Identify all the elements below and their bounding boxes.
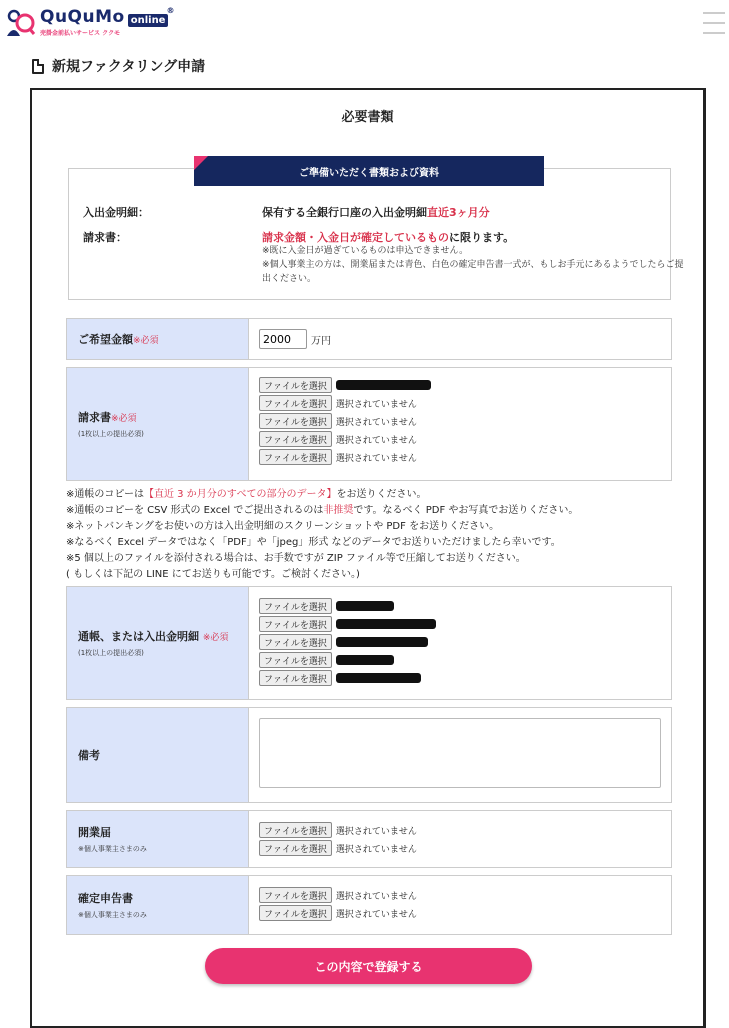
file-status: 選択されていません [335, 453, 417, 464]
redacted-filename [336, 655, 394, 665]
logo-subtitle: 売掛金前払いサービス ククモ [40, 30, 121, 37]
file-status: 選択されていません [335, 399, 417, 410]
page-title-text: 新規ファクタリング申請 [52, 59, 206, 75]
kakutei-note: ※個人事業主さまのみ [78, 911, 147, 919]
required-documents-panel [30, 88, 706, 1028]
kakutei-file-button-2[interactable]: ファイルを選択 [259, 905, 332, 921]
kaigyo-file-button-2[interactable]: ファイルを選択 [259, 840, 332, 856]
page-title [32, 56, 205, 76]
bank-statement-label: 入出金明細： [83, 206, 149, 219]
upload-instructions: ※通帳のコピーは【直近 3 か月分のすべての部分のデータ】をお送りください。 ※通帳のコピーを CSV 形式の Excel でご提出されるのは非推奨です。なるべく PDF やお写真でお送りください。 ※ネットバンキングをお使いの方は入出金明細のスクリーンショットや PDF をお送りください。 ※なるべく Excel データではなく「PDF」や「jpeg」形式 などのデータでお送りいただけましたら幸いです。 ※5 個以上のファイルを添付される場合は、お手数ですが ZIP ファイル等で圧縮してお送りください。 ( もしくは下記の LINE にてお送りも可能です。ご検討ください。) [66, 489, 579, 580]
kaigyo-row [66, 810, 672, 868]
invoice-file-button-5[interactable]: ファイルを選択 [259, 449, 332, 465]
kakutei-file-button-1[interactable]: ファイルを選択 [259, 887, 332, 903]
invoice-file-button-2[interactable]: ファイルを選択 [259, 395, 332, 411]
invoice-label: 請求書： [83, 231, 127, 244]
remarks-row [66, 707, 672, 803]
kaigyo-note: ※個人事業主さまのみ [78, 845, 147, 853]
bank-statement-value: 保有する全銀行口座の入出金明細直近3ヶ月分 [262, 206, 490, 219]
kaigyo-label: 開業届 [78, 826, 111, 839]
invoice-upload-note: (1枚以上の提出必須) [78, 430, 144, 438]
bank-file-button-1[interactable]: ファイルを選択 [259, 598, 332, 614]
logo-text: QuQuMo [40, 7, 125, 27]
invoice-upload-label: 請求書※必須 [78, 411, 137, 424]
invoice-file-button-3[interactable]: ファイルを選択 [259, 413, 332, 429]
bank-file-button-5[interactable]: ファイルを選択 [259, 670, 332, 686]
menu-icon[interactable] [703, 12, 725, 42]
file-status: 選択されていません [335, 826, 417, 837]
preparation-banner: ご準備いただく書類および資料 [194, 156, 544, 186]
remarks-textarea[interactable] [259, 718, 661, 788]
kakutei-row [66, 875, 672, 935]
redacted-filename [336, 673, 421, 683]
bank-file-button-2[interactable]: ファイルを選択 [259, 616, 332, 632]
invoice-note-1: ※既に入金日が過ぎているものは申込できません。 [262, 246, 469, 256]
invoice-value: 請求金額・入金日が確定しているものに限ります。 [262, 231, 515, 244]
bank-upload-row [66, 586, 672, 700]
amount-unit: 万円 [311, 335, 331, 347]
file-status: 選択されていません [335, 891, 417, 902]
remarks-label: 備考 [78, 749, 100, 762]
file-status: 選択されていません [335, 435, 417, 446]
registered-mark: ® [166, 6, 175, 15]
amount-label: ご希望金額※必須 [78, 333, 159, 346]
redacted-filename [336, 637, 428, 647]
invoice-file-button-4[interactable]: ファイルを選択 [259, 431, 332, 447]
logo[interactable] [4, 4, 175, 40]
kaigyo-file-button-1[interactable]: ファイルを選択 [259, 822, 332, 838]
invoice-upload-row [66, 367, 672, 481]
kakutei-label: 確定申告書 [78, 892, 133, 905]
redacted-filename [336, 601, 394, 611]
section-title: 必要書類 [341, 110, 394, 125]
file-status: 選択されていません [335, 844, 417, 855]
bank-upload-note: (1枚以上の提出必須) [78, 649, 144, 657]
file-status: 選択されていません [335, 417, 417, 428]
document-icon [32, 59, 44, 74]
invoice-file-button-1[interactable]: ファイルを選択 [259, 377, 332, 393]
file-status: 選択されていません [335, 909, 417, 920]
preparation-box [68, 167, 684, 300]
amount-input[interactable] [259, 329, 307, 349]
logo-mark-icon [4, 6, 36, 38]
invoice-note-2: ※個人事業主の方は、開業届または青色、白色の確定申告書一式が、もしお手元にあるようでしたらご提出ください。 [262, 260, 684, 284]
bank-upload-label: 通帳、または入出金明細 ※必須 [78, 630, 229, 643]
logo-online-badge: online ® [128, 14, 169, 27]
redacted-filename [336, 380, 431, 390]
amount-row [66, 318, 672, 360]
bank-file-button-4[interactable]: ファイルを選択 [259, 652, 332, 668]
header [0, 0, 729, 44]
redacted-filename [336, 619, 436, 629]
bank-file-button-3[interactable]: ファイルを選択 [259, 634, 332, 650]
submit-button[interactable]: この内容で登録する [205, 948, 532, 984]
